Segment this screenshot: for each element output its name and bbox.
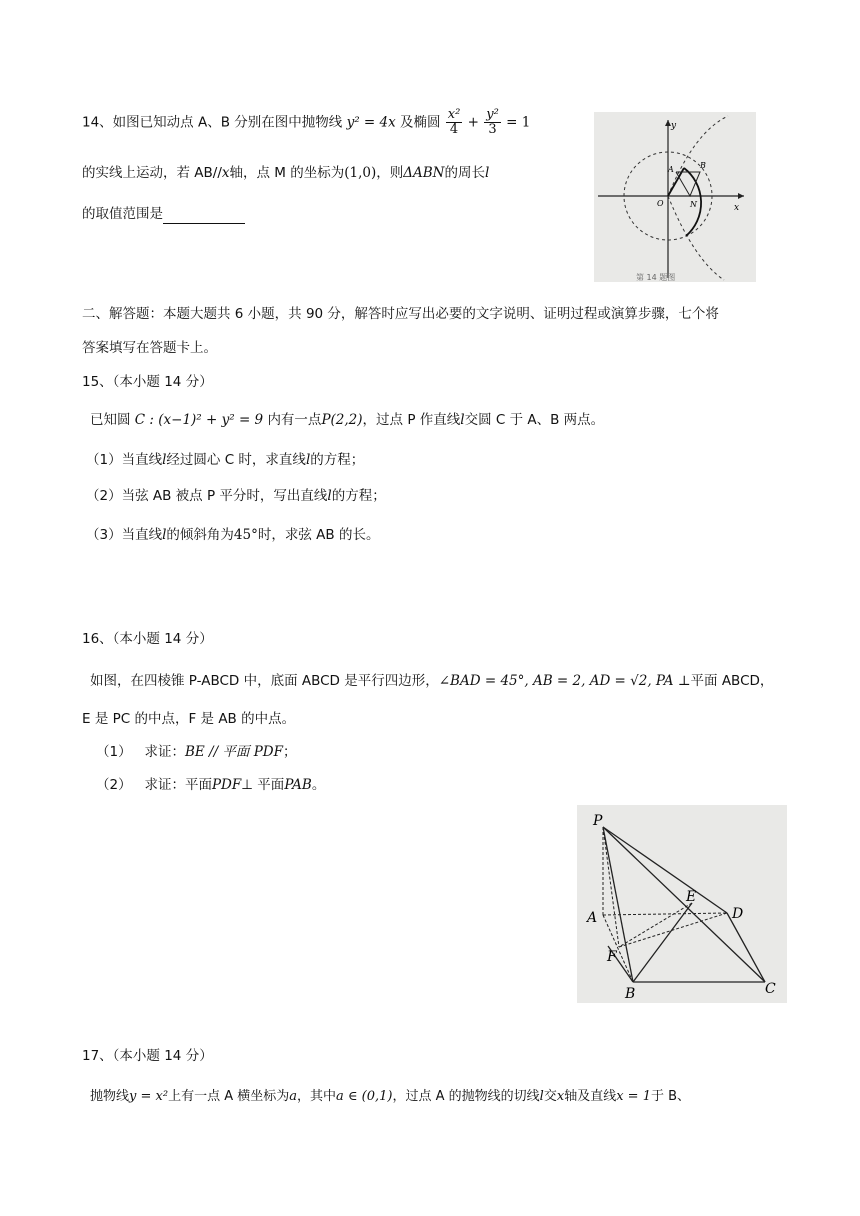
q16-conditions: ∠BAD = 45°, AB = 2, AD = √2, PA ⊥ — [438, 673, 691, 689]
q14-line2: 的实线上运动，若 AB//x轴，点 M 的坐标为(1,0)，则ΔABN的周长l — [82, 165, 490, 181]
fig1-label-A: A — [668, 165, 674, 174]
q15-part1: （1）当直线l经过圆心 C 时，求直线l的方程； — [86, 452, 365, 468]
figure-14 — [594, 112, 756, 282]
fig1-label-B: B — [700, 161, 706, 170]
fig1-caption: 第 14 题图 — [636, 273, 676, 282]
q14-frac-x: $\frac{\text{x²}}{4}$ — [447, 107, 461, 137]
q14-line3: 的取值范围是 — [82, 204, 245, 224]
q16-header: 16、（本小题 14 分） — [82, 631, 213, 647]
fig2-label-C: C — [765, 981, 776, 997]
fig2-label-E: E — [686, 889, 697, 905]
fig1-label-O: O — [657, 199, 664, 208]
figure-16-diagram — [577, 805, 787, 1003]
q15-header: 15、（本小题 14 分） — [82, 374, 213, 390]
q15-stem: 已知圆 C : (x−1)² + y² = 9 内有一点P(2,2)，过点 P 作直线l交圆 C 于 A、B 两点。 — [90, 412, 605, 428]
q17-stem: 抛物线y = x²上有一点 A 横坐标为a，其中a ∈ (0,1)，过点 A 的抛物线的切线l交x轴及直线x = 1于 B、 — [90, 1089, 691, 1104]
fig1-label-y: y — [671, 121, 677, 131]
section2-line2: 答案填写在答题卡上。 — [82, 340, 217, 356]
figure-14-diagram — [594, 112, 756, 282]
q14-parabola-eq: y² = 4x — [346, 114, 396, 131]
fig2-label-D: D — [732, 906, 744, 922]
figure-16 — [577, 805, 787, 1003]
q15-circle-eq: C : (x−1)² + y² = 9 — [134, 412, 264, 428]
q14-frac-y: $\frac{\text{y²}}{3}$ — [486, 107, 499, 137]
q15-part3: （3）当直线l的倾斜角为45°时，求弦 AB 的长。 — [86, 527, 380, 543]
q14-line1: 14、如图已知动点 A、B 分别在图中抛物线 y² = 4x 及椭圆 $\frac{\text{x²}}{4}$ + $\frac{\text{y²}}{3}$ = 1 — [82, 107, 531, 137]
fig2-label-B: B — [625, 986, 636, 1002]
q17-header: 17、（本小题 14 分） — [82, 1048, 213, 1064]
q15-part2: （2）当弦 AB 被点 P 平分时，写出直线l的方程； — [86, 488, 386, 504]
fig1-label-x: x — [734, 203, 740, 213]
answer-blank — [163, 209, 245, 224]
fig2-label-F: F — [607, 949, 617, 965]
q16-line2: E 是 PC 的中点，F 是 AB 的中点。 — [82, 711, 296, 727]
fig2-label-P: P — [593, 813, 603, 829]
q16-part1: （1） 求证：BE // 平面 PDF； — [96, 744, 297, 760]
fig1-label-N: N — [690, 200, 697, 209]
q16-stem: 如图，在四棱锥 P-ABCD 中，底面 ABCD 是平行四边形，∠BAD = 45°, AB = 2, AD = √2, PA ⊥平面 ABCD， — [90, 673, 774, 689]
section2-line1: 二、解答题：本题大题共 6 小题，共 90 分，解答时应写出必要的文字说明、证明过程或演算步骤，七个将 — [82, 306, 719, 322]
q16-part2: （2） 求证：平面PDF⊥ 平面PAB。 — [96, 777, 326, 793]
fig2-label-A: A — [587, 910, 598, 926]
